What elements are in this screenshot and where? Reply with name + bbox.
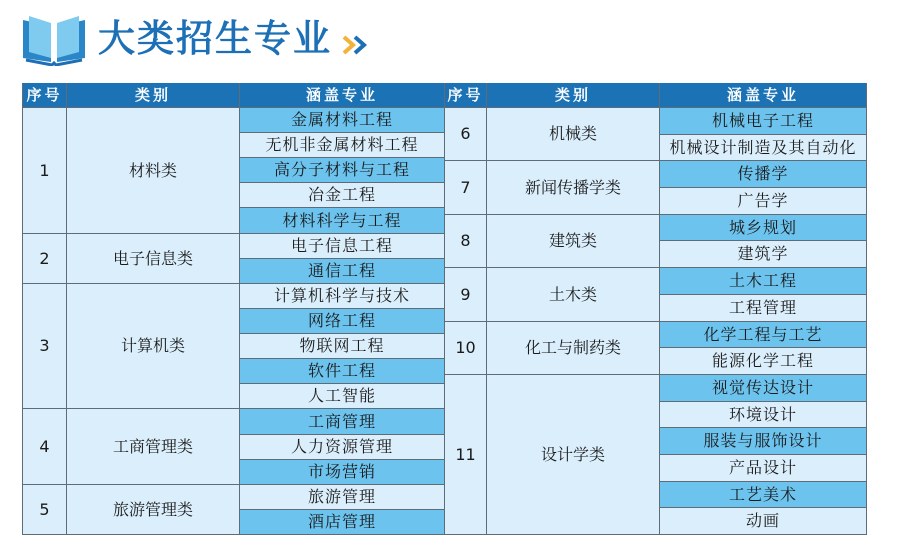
- major-cell: 材料科学与工程: [240, 208, 445, 234]
- page-title: 大类招生专业: [98, 16, 332, 60]
- group-number: 7: [445, 161, 487, 215]
- majors-table: [22, 83, 867, 535]
- group-category: 化工与制药类: [487, 322, 660, 375]
- major-cell: 土木工程: [660, 268, 867, 295]
- group-category: 工商管理类: [67, 409, 240, 485]
- major-cell: 化学工程与工艺: [660, 322, 867, 348]
- major-cell: 工程管理: [660, 295, 867, 322]
- major-cell: 旅游管理: [240, 485, 445, 510]
- major-cell: 环境设计: [660, 402, 867, 428]
- group-number: 6: [445, 108, 487, 161]
- group-number: 10: [445, 322, 487, 375]
- major-cell: 机械电子工程: [660, 108, 867, 135]
- major-cell: 工商管理: [240, 409, 445, 435]
- group-number: 2: [22, 234, 67, 284]
- group-number: 3: [22, 284, 67, 409]
- major-cell: 计算机科学与技术: [240, 284, 445, 309]
- major-cell: 产品设计: [660, 455, 867, 482]
- header-majors-R: 涵盖专业: [660, 83, 867, 108]
- group-category: 建筑类: [487, 215, 660, 268]
- group-category: 土木类: [487, 268, 660, 322]
- header-no-R: 序号: [445, 83, 487, 108]
- group-category: 旅游管理类: [67, 485, 240, 535]
- major-cell: 机械设计制造及其自动化: [660, 135, 867, 161]
- major-cell: 电子信息工程: [240, 234, 445, 259]
- group-category: 电子信息类: [67, 234, 240, 284]
- major-cell: 广告学: [660, 188, 867, 215]
- group-category: 设计学类: [487, 375, 660, 535]
- group-number: 1: [22, 108, 67, 234]
- major-cell: 冶金工程: [240, 183, 445, 208]
- header-majors-L: 涵盖专业: [240, 83, 445, 108]
- group-number: 9: [445, 268, 487, 322]
- major-cell: 酒店管理: [240, 510, 445, 535]
- group-category: 新闻传播学类: [487, 161, 660, 215]
- major-cell: 人力资源管理: [240, 435, 445, 460]
- major-cell: 无机非金属材料工程: [240, 133, 445, 158]
- double-chevron-right-icon: [341, 35, 377, 55]
- major-cell: 工艺美术: [660, 482, 867, 508]
- major-cell: 能源化学工程: [660, 348, 867, 375]
- group-number: 11: [445, 375, 487, 535]
- major-cell: 市场营销: [240, 460, 445, 485]
- major-cell: 动画: [660, 508, 867, 535]
- major-cell: 城乡规划: [660, 215, 867, 241]
- major-cell: 传播学: [660, 161, 867, 188]
- header-category-R: 类别: [487, 83, 660, 108]
- group-number: 4: [22, 409, 67, 485]
- major-cell: 服装与服饰设计: [660, 428, 867, 455]
- major-cell: 高分子材料与工程: [240, 158, 445, 183]
- major-cell: 人工智能: [240, 384, 445, 409]
- major-cell: 软件工程: [240, 359, 445, 384]
- major-cell: 网络工程: [240, 309, 445, 334]
- page-header: [0, 0, 898, 80]
- group-category: 材料类: [67, 108, 240, 234]
- major-cell: 物联网工程: [240, 334, 445, 359]
- group-number: 5: [22, 485, 67, 535]
- group-category: 计算机类: [67, 284, 240, 409]
- group-number: 8: [445, 215, 487, 268]
- group-category: 机械类: [487, 108, 660, 161]
- header-category-L: 类别: [67, 83, 240, 108]
- major-cell: 建筑学: [660, 241, 867, 268]
- open-book-icon: [20, 12, 88, 66]
- header-no-L: 序号: [22, 83, 67, 108]
- major-cell: 视觉传达设计: [660, 375, 867, 402]
- major-cell: 金属材料工程: [240, 108, 445, 133]
- major-cell: 通信工程: [240, 259, 445, 284]
